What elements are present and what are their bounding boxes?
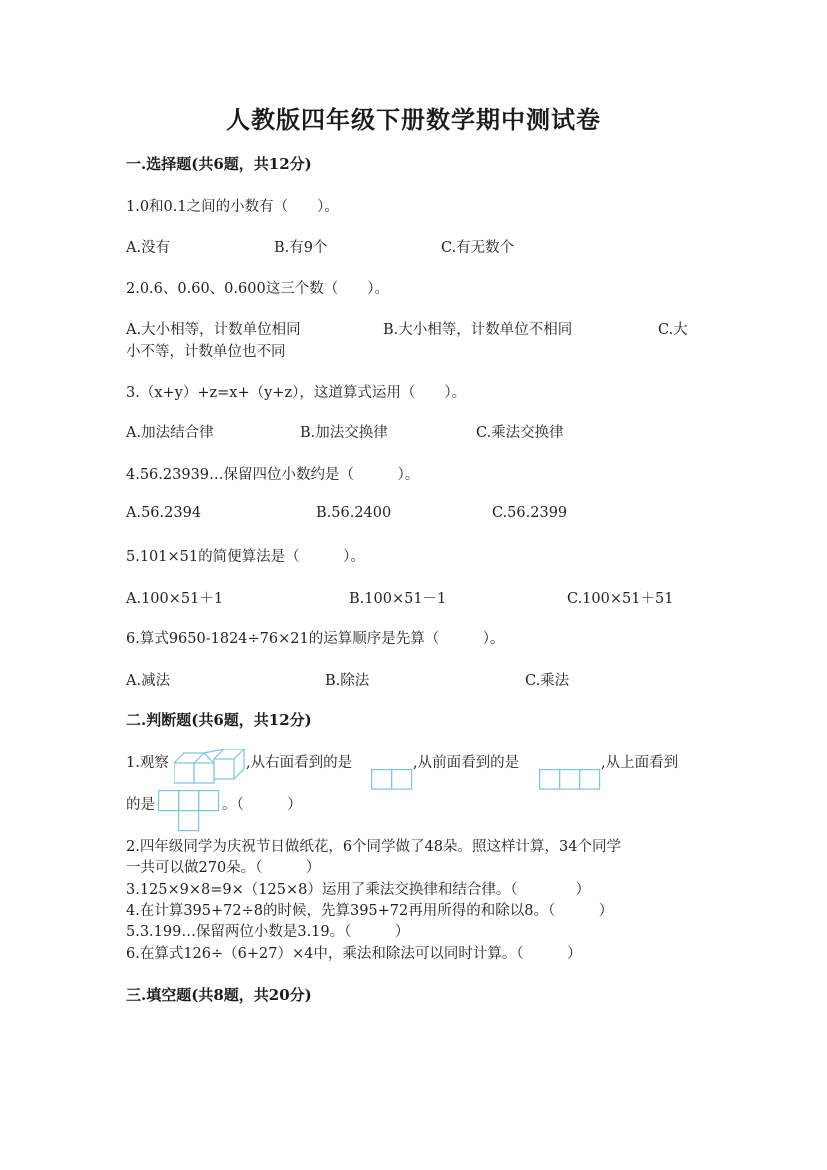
choice-q1-option-b: B.有9个 [274, 240, 328, 256]
judgment-q1-text-top-view: ,从上面看到 [601, 755, 679, 771]
choice-q2-option-a: A.大小相等，计数单位相同 [126, 322, 301, 338]
section-heading-choice: 一.选择题(共6题，共12分) [126, 155, 312, 173]
choice-q4-option-b: B.56.2400 [316, 505, 392, 521]
choice-question-4: 4.56.23939…保留四位小数约是（ ）。 [126, 467, 420, 483]
section-heading-judgment: 二.判断题(共6题，共12分) [126, 711, 312, 729]
choice-q6-option-a: A.减法 [126, 673, 171, 689]
choice-q2-option-c-continued: 小不等，计数单位也不同 [126, 344, 286, 360]
choice-q5-option-b: B.100×51－1 [349, 591, 447, 607]
choice-question-2: 2.0.6、0.60、0.600这三个数（ ）。 [126, 281, 389, 297]
choice-q1-option-c: C.有无数个 [441, 240, 515, 256]
judgment-question-3: 3.125×9×8=9×（125×8）运用了乘法交换律和结合律。（ ） [126, 882, 591, 898]
top-view-figure [158, 790, 220, 832]
choice-question-1: 1.0和0.1之间的小数有（ ）。 [126, 199, 339, 215]
judgment-question-2-continued: 一共可以做270朵。（ ） [126, 860, 321, 876]
front-view-figure [539, 769, 601, 790]
choice-q4-option-a: A.56.2394 [126, 505, 202, 521]
choice-q5-option-c: C.100×51＋51 [567, 591, 674, 607]
section-heading-fill-blank: 三.填空题(共8题，共20分) [126, 986, 312, 1004]
judgment-question-2: 2.四年级同学为庆祝节日做纸花，6个同学做了48朵。照这样计算，34个同学 [126, 839, 621, 855]
choice-question-5: 5.101×51的简便算法是（ ）。 [126, 549, 365, 565]
judgment-q1-text-front-view: ,从前面看到的是 [413, 755, 520, 771]
choice-q3-option-a: A.加法结合律 [126, 425, 214, 441]
choice-q5-option-a: A.100×51＋1 [126, 591, 224, 607]
right-view-figure [371, 769, 413, 790]
choice-q6-option-c: C.乘法 [525, 673, 570, 689]
choice-q2-option-c: C.大 [658, 322, 688, 338]
exam-title: 人教版四年级下册数学期中测试卷 [226, 105, 601, 134]
choice-q4-option-c: C.56.2399 [492, 505, 568, 521]
cube-stack-3d-figure [174, 749, 246, 789]
judgment-question-4: 4.在计算395+72÷8的时候，先算395+72再用所得的和除以8。（ ） [126, 903, 614, 919]
choice-q6-option-b: B.除法 [325, 673, 370, 689]
judgment-question-5: 5.3.199…保留两位小数是3.19。（ ） [126, 924, 410, 940]
choice-question-3: 3.（x+y）+z=x+（y+z），这道算式运用（ ）。 [126, 385, 467, 401]
choice-q3-option-b: B.加法交换律 [300, 425, 388, 441]
judgment-q1-text-is: 的是 [126, 797, 155, 813]
choice-q1-option-a: A.没有 [126, 240, 171, 256]
choice-q2-option-b: B.大小相等，计数单位不相同 [383, 322, 573, 338]
choice-question-6: 6.算式9650-1824÷76×21的运算顺序是先算（ ）。 [126, 631, 505, 647]
judgment-question-6: 6.在算式126÷（6+27）×4中，乘法和除法可以同时计算。（ ） [126, 946, 582, 962]
judgment-q1-text-observe: 1.观察 [126, 755, 169, 771]
judgment-q1-text-right-view: ,从右面看到的是 [246, 755, 353, 771]
choice-q3-option-c: C.乘法交换律 [476, 425, 564, 441]
judgment-q1-answer-blank: 。（ ） [222, 797, 302, 813]
